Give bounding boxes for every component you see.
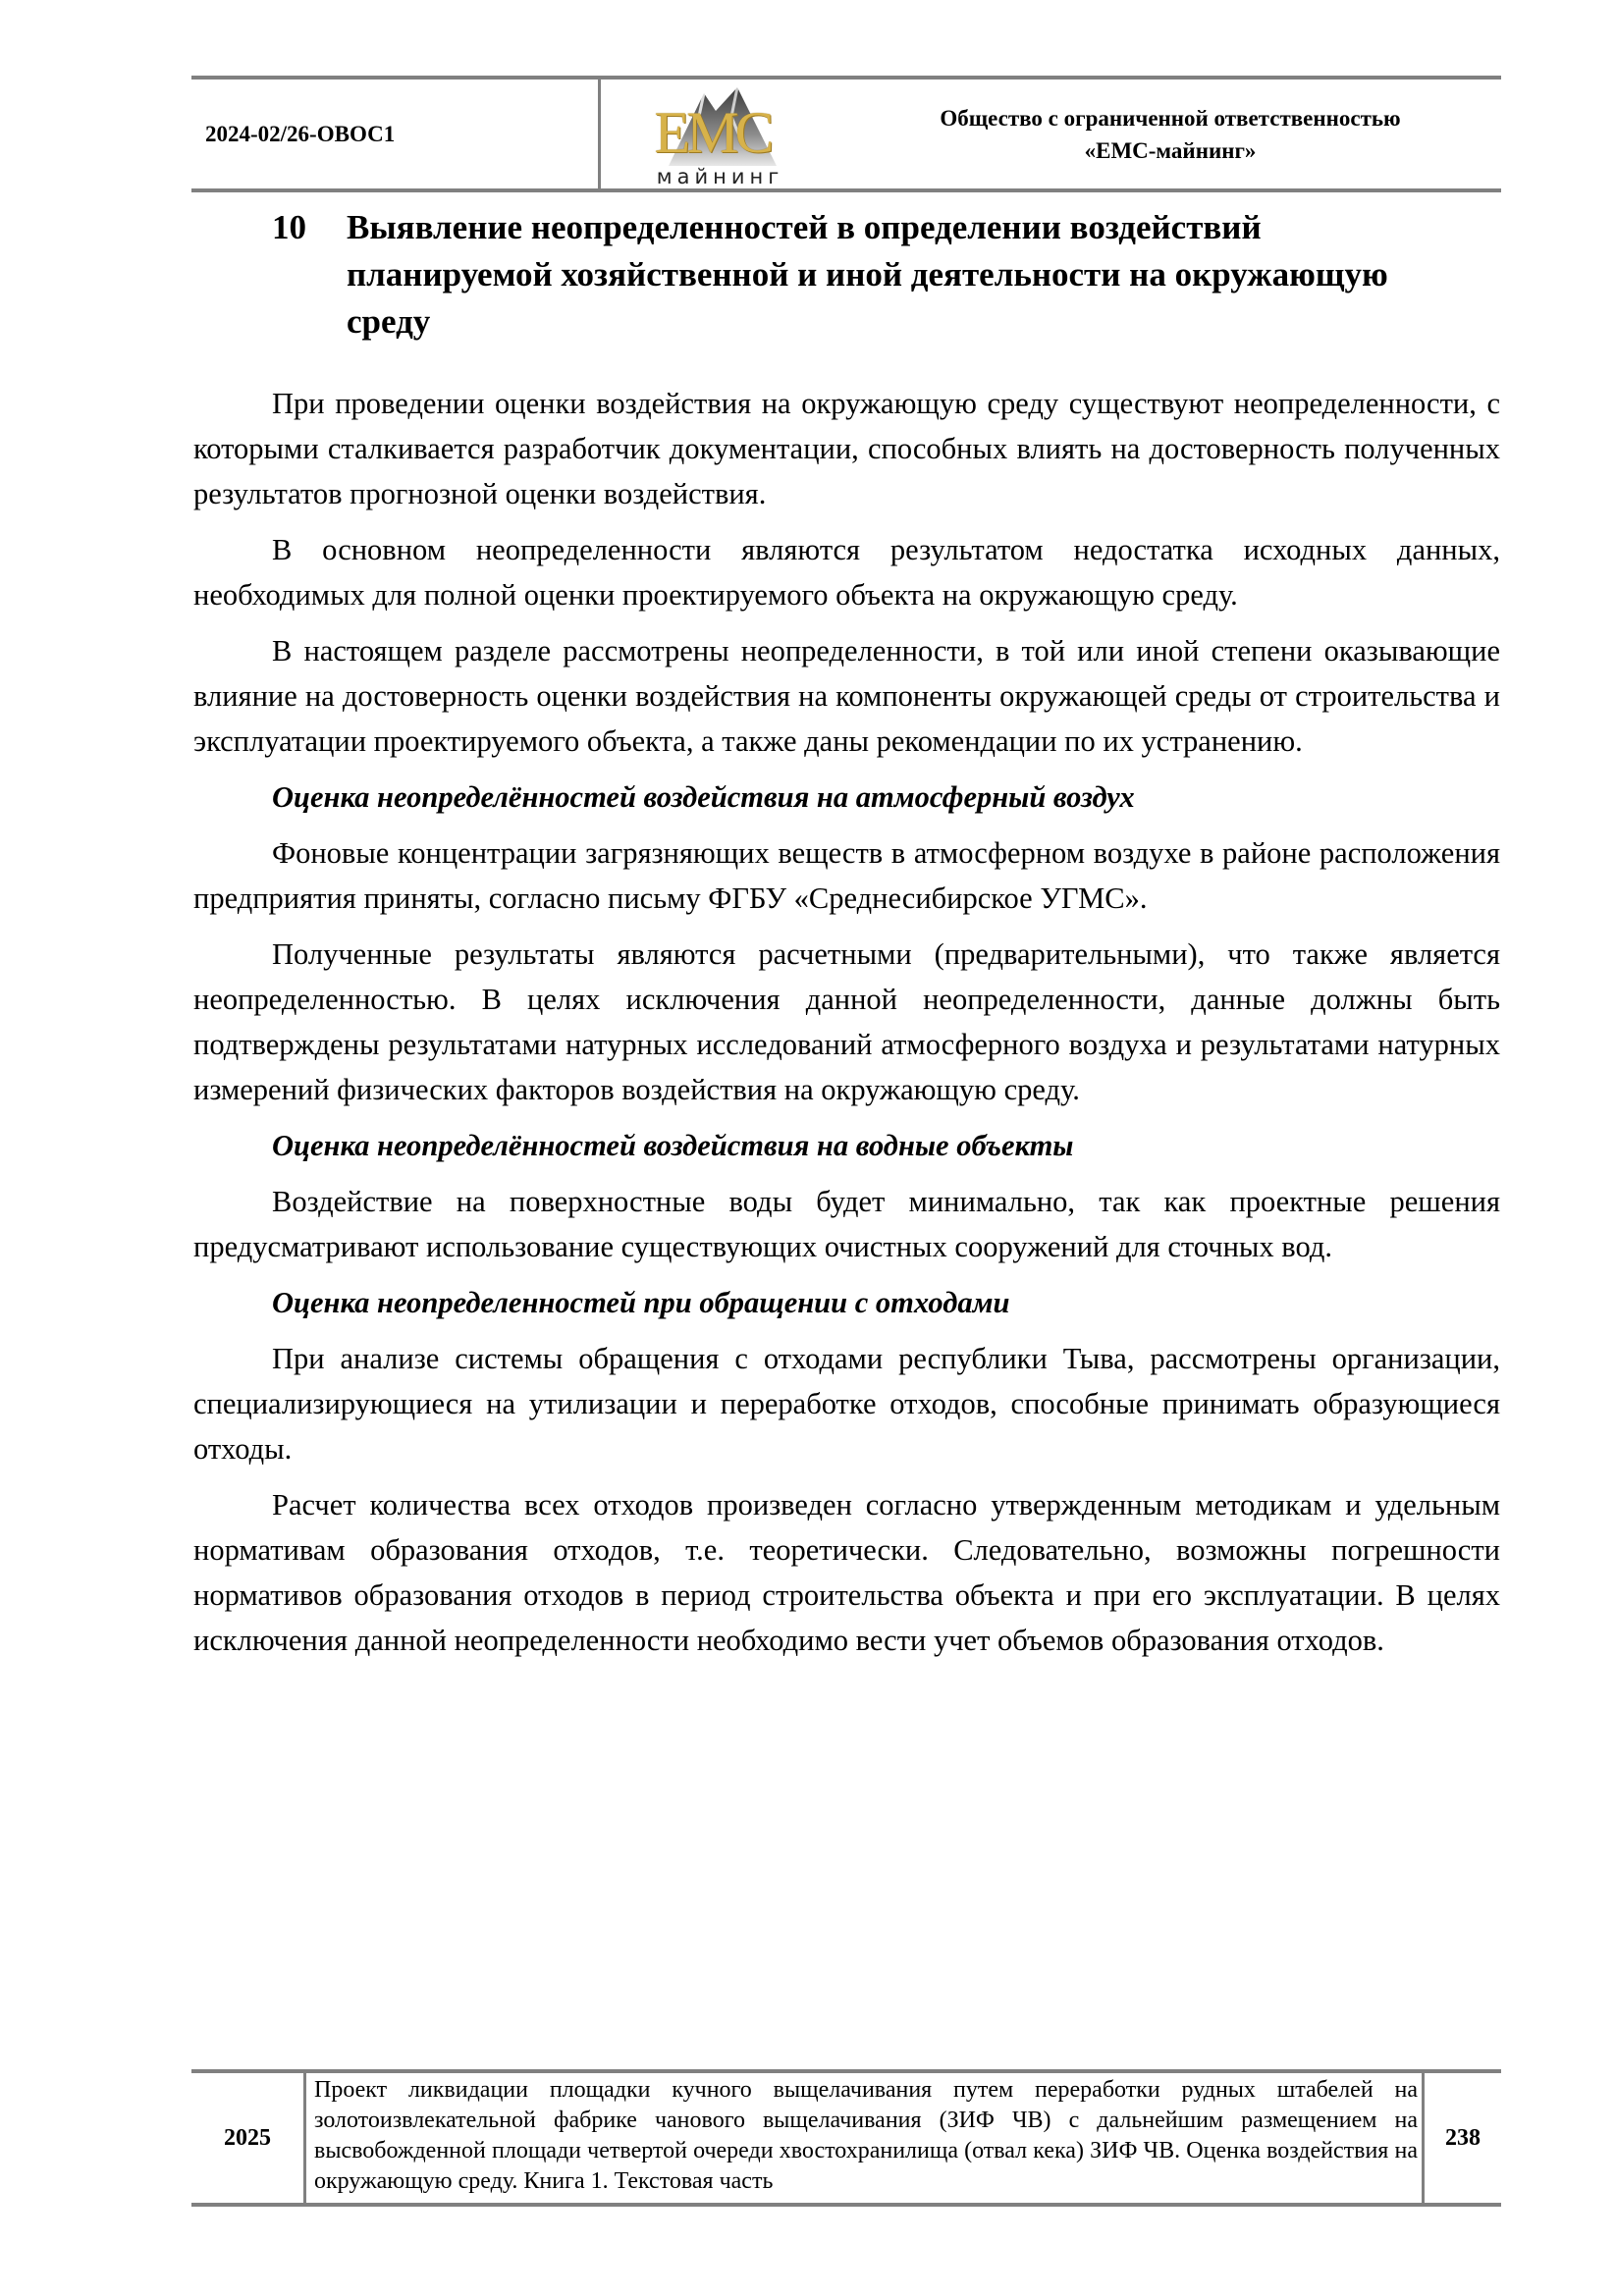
footer-year: 2025 xyxy=(191,2073,306,2203)
paragraph: При проведении оценки воздействия на окружающую среду существуют неопределенности, с которыми сталкивается разработчик документации, способных влиять на достоверность полученных результатов прогнозной оценки воздействия. xyxy=(193,387,1500,510)
logo-brand-text: EMC xyxy=(654,99,771,165)
paragraph: Расчет количества всех отходов произведен согласно утвержденным методикам и удельным нормативам образования отходов, т.е. теоретически. Следовательно, возможны погрешности нормативов образования отходов в период строительства объекта и при его эксплуатации. В целях исключения данной неопределенности необходимо вести учет объемов образования отходов. xyxy=(193,1488,1500,1657)
subheading-waste: Оценка неопределенностей при обращении с отходами xyxy=(272,1286,1010,1319)
organization-line-1: Общество с ограниченной ответственностью xyxy=(940,105,1401,131)
subheading-water: Оценка неопределённостей воздействия на водные объекты xyxy=(272,1129,1074,1162)
paragraph: В настоящем разделе рассмотрены неопределенности, в той или иной степени оказывающие влияние на достоверность оценки воздействия на компоненты окружающей среды от строительства и эксплуатации проектируемого объекта, а также даны рекомендации по их устранению. xyxy=(193,634,1500,758)
page-footer xyxy=(191,2069,1501,2207)
document-body xyxy=(193,381,1500,1674)
paragraph: Фоновые концентрации загрязняющих веществ в атмосферном воздухе в районе расположения предприятия приняты, согласно письму ФГБУ «Среднесибирское УГМС». xyxy=(193,836,1500,915)
paragraph: При анализе системы обращения с отходами республики Тыва, рассмотрены организации, специализирующиеся на утилизации и переработке отходов, способные принимать образующиеся отходы. xyxy=(193,1342,1500,1466)
paragraph: Воздействие на поверхностные воды будет минимально, так как проектные решения предусматривают использование существующих очистных сооружений для сточных вод. xyxy=(193,1185,1500,1263)
section-title: Выявление неопределенностей в определении воздействий планируемой хозяйственной и иной деятельности на окружающую среду xyxy=(347,208,1388,341)
document-code: 2024-02/26-ОВОС1 xyxy=(191,80,601,188)
logo-subtitle: майнинг xyxy=(656,164,784,188)
mountain-logo-icon xyxy=(647,81,794,187)
paragraph: Полученные результаты являются расчетными (предварительными), что также является неопределенностью. В целях исключения данной неопределенности, данные должны быть подтверждены результатами натурных исследований атмосферного воздуха и результатами натурных измерений физических факторов воздействия на окружающую среду. xyxy=(193,937,1500,1106)
section-heading xyxy=(272,204,1391,346)
subheading-air: Оценка неопределённостей воздействия на атмосферный воздух xyxy=(272,780,1135,814)
footer-description: Проект ликвидации площадки кучного выщелачивания путем переработки рудных штабелей на золотоизвлекательной фабрике чанового выщелачивания (ЗИФ ЧВ) с дальнейшим размещением на высвобожденной площади четвертой очереди хвостохранилища (отвал кека) ЗИФ ЧВ. Оценка воздействия на окружающую среду. Книга 1. Текстовая часть xyxy=(306,2073,1425,2203)
paragraph: В основном неопределенности являются результатом недостатка исходных данных, необходимых для полной оценки проектируемого объекта на окружающую среду. xyxy=(193,533,1500,612)
page-number: 238 xyxy=(1445,2124,1481,2151)
organization-line-2: «ЕМС-майнинг» xyxy=(1084,137,1257,163)
organization-name xyxy=(839,80,1501,188)
page-header xyxy=(191,76,1501,192)
section-number: 10 xyxy=(272,208,306,246)
company-logo xyxy=(601,80,839,188)
